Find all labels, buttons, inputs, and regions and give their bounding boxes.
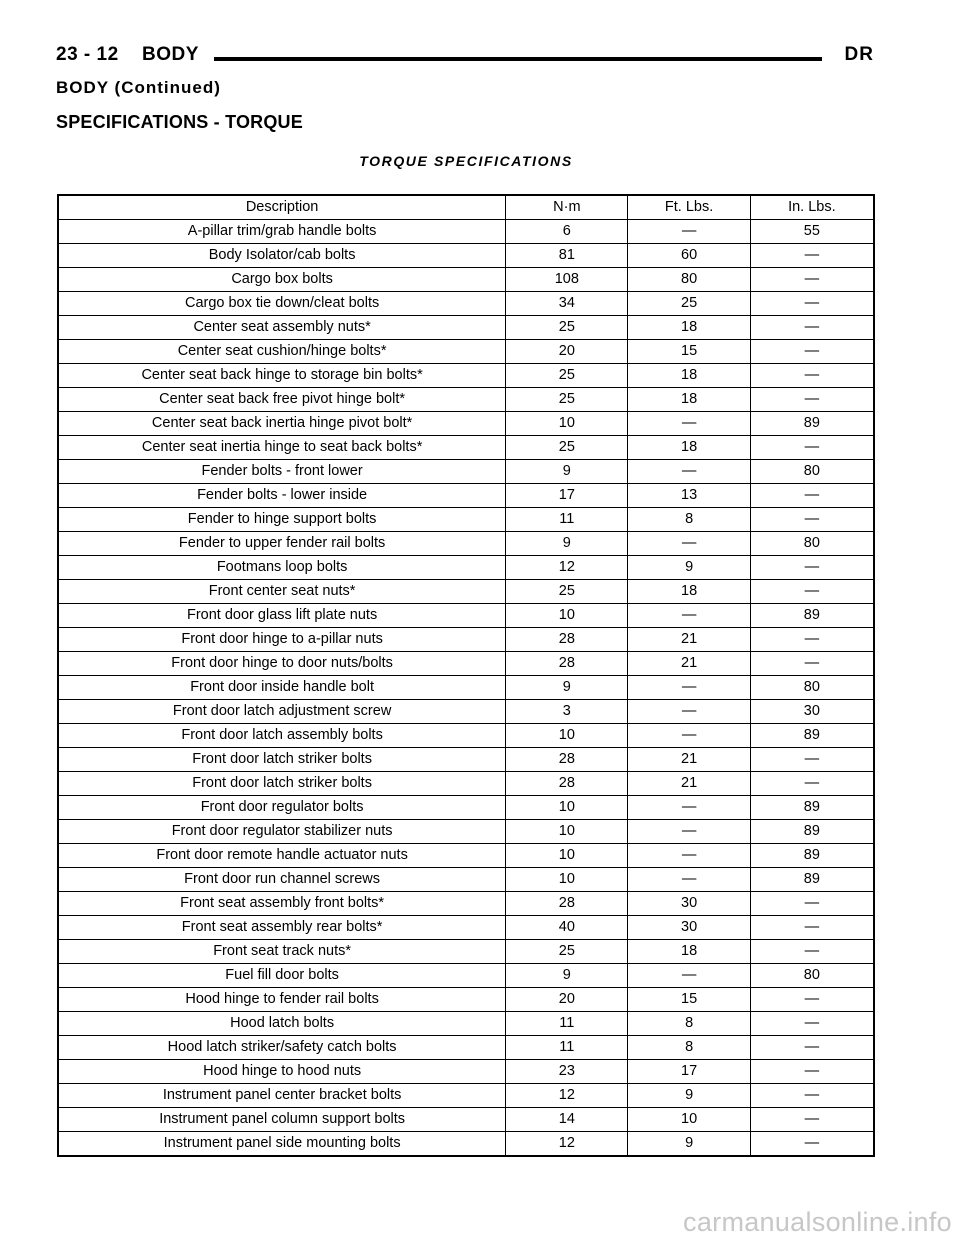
cell-nm: 11 xyxy=(506,1012,628,1036)
cell-in-lbs: 80 xyxy=(750,460,874,484)
cell-in-lbs: — xyxy=(750,292,874,316)
cell-in-lbs: — xyxy=(750,772,874,796)
spec-heading: SPECIFICATIONS - TORQUE xyxy=(56,112,303,132)
cell-description: Hood hinge to fender rail bolts xyxy=(58,988,506,1012)
cell-ft-lbs: 21 xyxy=(628,772,750,796)
cell-nm: 25 xyxy=(506,940,628,964)
continued-heading: BODY (Continued) xyxy=(56,78,221,97)
table-row xyxy=(58,820,874,844)
cell-in-lbs: — xyxy=(750,1060,874,1084)
table-row xyxy=(58,700,874,724)
cell-in-lbs: — xyxy=(750,892,874,916)
cell-in-lbs: — xyxy=(750,436,874,460)
cell-nm: 25 xyxy=(506,316,628,340)
cell-ft-lbs: 18 xyxy=(628,580,750,604)
cell-nm: 12 xyxy=(506,1084,628,1108)
table-row xyxy=(58,220,874,244)
table-row xyxy=(58,580,874,604)
cell-nm: 10 xyxy=(506,412,628,436)
cell-description: Fender bolts - front lower xyxy=(58,460,506,484)
cell-in-lbs: — xyxy=(750,484,874,508)
cell-in-lbs: — xyxy=(750,916,874,940)
cell-in-lbs: 89 xyxy=(750,820,874,844)
table-row xyxy=(58,364,874,388)
cell-in-lbs: 80 xyxy=(750,532,874,556)
cell-in-lbs: — xyxy=(750,556,874,580)
cell-in-lbs: 89 xyxy=(750,868,874,892)
cell-ft-lbs: — xyxy=(628,532,750,556)
cell-nm: 28 xyxy=(506,628,628,652)
table-row xyxy=(58,844,874,868)
cell-description: Front seat assembly front bolts* xyxy=(58,892,506,916)
cell-in-lbs: — xyxy=(750,1036,874,1060)
cell-ft-lbs: — xyxy=(628,820,750,844)
cell-ft-lbs: 25 xyxy=(628,292,750,316)
cell-description: Front door latch striker bolts xyxy=(58,748,506,772)
cell-nm: 28 xyxy=(506,652,628,676)
cell-in-lbs: — xyxy=(750,940,874,964)
cell-in-lbs: — xyxy=(750,652,874,676)
cell-nm: 12 xyxy=(506,1132,628,1157)
cell-ft-lbs: 9 xyxy=(628,1084,750,1108)
cell-in-lbs: 30 xyxy=(750,700,874,724)
cell-nm: 25 xyxy=(506,364,628,388)
cell-nm: 10 xyxy=(506,796,628,820)
table-row xyxy=(58,1132,874,1157)
cell-in-lbs: — xyxy=(750,388,874,412)
cell-ft-lbs: 8 xyxy=(628,508,750,532)
cell-ft-lbs: 13 xyxy=(628,484,750,508)
cell-description: Center seat back free pivot hinge bolt* xyxy=(58,388,506,412)
cell-nm: 10 xyxy=(506,820,628,844)
section-title: BODY xyxy=(142,44,199,65)
cell-nm: 23 xyxy=(506,1060,628,1084)
cell-ft-lbs: 8 xyxy=(628,1012,750,1036)
cell-description: Front door glass lift plate nuts xyxy=(58,604,506,628)
table-row xyxy=(58,1108,874,1132)
cell-in-lbs: — xyxy=(750,748,874,772)
cell-ft-lbs: 9 xyxy=(628,1132,750,1157)
table-row xyxy=(58,556,874,580)
torque-table xyxy=(57,194,875,1157)
cell-description: Body Isolator/cab bolts xyxy=(58,244,506,268)
cell-ft-lbs: 18 xyxy=(628,940,750,964)
cell-in-lbs: — xyxy=(750,1108,874,1132)
cell-description: Front door hinge to door nuts/bolts xyxy=(58,652,506,676)
cell-in-lbs: — xyxy=(750,988,874,1012)
cell-in-lbs: 80 xyxy=(750,964,874,988)
cell-description: Cargo box tie down/cleat bolts xyxy=(58,292,506,316)
table-row xyxy=(58,436,874,460)
table-body xyxy=(58,220,874,1157)
cell-in-lbs: 89 xyxy=(750,796,874,820)
cell-nm: 3 xyxy=(506,700,628,724)
cell-nm: 10 xyxy=(506,724,628,748)
cell-ft-lbs: 21 xyxy=(628,628,750,652)
cell-description: Fuel fill door bolts xyxy=(58,964,506,988)
table-row xyxy=(58,676,874,700)
cell-description: Front door remote handle actuator nuts xyxy=(58,844,506,868)
cell-ft-lbs: — xyxy=(628,220,750,244)
cell-ft-lbs: 15 xyxy=(628,988,750,1012)
table-row xyxy=(58,316,874,340)
column-header-description: Description xyxy=(58,195,506,220)
cell-nm: 9 xyxy=(506,964,628,988)
cell-ft-lbs: 30 xyxy=(628,916,750,940)
cell-ft-lbs: — xyxy=(628,964,750,988)
cell-nm: 6 xyxy=(506,220,628,244)
table-row xyxy=(58,244,874,268)
table-row xyxy=(58,604,874,628)
cell-nm: 10 xyxy=(506,844,628,868)
cell-nm: 34 xyxy=(506,292,628,316)
cell-description: Instrument panel side mounting bolts xyxy=(58,1132,506,1157)
cell-nm: 25 xyxy=(506,436,628,460)
table-row xyxy=(58,964,874,988)
cell-description: Center seat cushion/hinge bolts* xyxy=(58,340,506,364)
table-row xyxy=(58,460,874,484)
table-row xyxy=(58,940,874,964)
table-row xyxy=(58,916,874,940)
cell-ft-lbs: 30 xyxy=(628,892,750,916)
cell-in-lbs: — xyxy=(750,1012,874,1036)
cell-nm: 10 xyxy=(506,604,628,628)
cell-description: Cargo box bolts xyxy=(58,268,506,292)
table-row xyxy=(58,292,874,316)
cell-description: Hood latch bolts xyxy=(58,1012,506,1036)
cell-description: Instrument panel column support bolts xyxy=(58,1108,506,1132)
cell-in-lbs: — xyxy=(750,628,874,652)
cell-ft-lbs: — xyxy=(628,676,750,700)
cell-description: Front door inside handle bolt xyxy=(58,676,506,700)
cell-nm: 81 xyxy=(506,244,628,268)
cell-ft-lbs: 18 xyxy=(628,316,750,340)
cell-nm: 28 xyxy=(506,892,628,916)
cell-description: Fender to upper fender rail bolts xyxy=(58,532,506,556)
cell-description: Instrument panel center bracket bolts xyxy=(58,1084,506,1108)
cell-in-lbs: — xyxy=(750,340,874,364)
cell-description: Center seat inertia hinge to seat back bolts* xyxy=(58,436,506,460)
cell-in-lbs: — xyxy=(750,268,874,292)
cell-description: Front door latch adjustment screw xyxy=(58,700,506,724)
cell-description: Front seat track nuts* xyxy=(58,940,506,964)
page-header xyxy=(56,44,874,74)
cell-description: Front door regulator bolts xyxy=(58,796,506,820)
cell-description: Hood latch striker/safety catch bolts xyxy=(58,1036,506,1060)
cell-description: Front door run channel screws xyxy=(58,868,506,892)
column-header-nm: N·m xyxy=(506,195,628,220)
cell-ft-lbs: 9 xyxy=(628,556,750,580)
cell-nm: 9 xyxy=(506,532,628,556)
table-row xyxy=(58,772,874,796)
cell-ft-lbs: — xyxy=(628,412,750,436)
cell-nm: 12 xyxy=(506,556,628,580)
cell-description: Front center seat nuts* xyxy=(58,580,506,604)
cell-ft-lbs: 17 xyxy=(628,1060,750,1084)
header-rule xyxy=(214,57,822,61)
watermark: carmanualsonline.info xyxy=(683,1207,952,1237)
cell-in-lbs: 80 xyxy=(750,676,874,700)
cell-ft-lbs: 21 xyxy=(628,652,750,676)
cell-in-lbs: — xyxy=(750,508,874,532)
cell-nm: 20 xyxy=(506,340,628,364)
cell-ft-lbs: 18 xyxy=(628,364,750,388)
cell-in-lbs: — xyxy=(750,244,874,268)
table-row xyxy=(58,388,874,412)
cell-ft-lbs: 21 xyxy=(628,748,750,772)
table-row xyxy=(58,748,874,772)
cell-ft-lbs: — xyxy=(628,460,750,484)
table-row xyxy=(58,628,874,652)
cell-ft-lbs: 10 xyxy=(628,1108,750,1132)
cell-nm: 10 xyxy=(506,868,628,892)
cell-in-lbs: — xyxy=(750,1084,874,1108)
cell-nm: 20 xyxy=(506,988,628,1012)
cell-ft-lbs: 18 xyxy=(628,436,750,460)
cell-nm: 25 xyxy=(506,388,628,412)
cell-description: Front door latch striker bolts xyxy=(58,772,506,796)
cell-nm: 40 xyxy=(506,916,628,940)
page-number: 23 - 12 xyxy=(56,44,119,65)
cell-nm: 28 xyxy=(506,772,628,796)
table-row xyxy=(58,532,874,556)
cell-nm: 14 xyxy=(506,1108,628,1132)
cell-description: Footmans loop bolts xyxy=(58,556,506,580)
cell-nm: 9 xyxy=(506,676,628,700)
table-row xyxy=(58,1060,874,1084)
cell-description: Hood hinge to hood nuts xyxy=(58,1060,506,1084)
table-row xyxy=(58,412,874,436)
cell-nm: 11 xyxy=(506,508,628,532)
cell-description: Front door latch assembly bolts xyxy=(58,724,506,748)
cell-ft-lbs: — xyxy=(628,700,750,724)
cell-description: A-pillar trim/grab handle bolts xyxy=(58,220,506,244)
table-row xyxy=(58,892,874,916)
table-caption: TORQUE SPECIFICATIONS xyxy=(359,153,573,169)
cell-description: Fender bolts - lower inside xyxy=(58,484,506,508)
table-row xyxy=(58,724,874,748)
table-row xyxy=(58,652,874,676)
cell-nm: 108 xyxy=(506,268,628,292)
table-row xyxy=(58,508,874,532)
cell-in-lbs: 89 xyxy=(750,724,874,748)
table-row xyxy=(58,1084,874,1108)
cell-description: Center seat back hinge to storage bin bolts* xyxy=(58,364,506,388)
cell-in-lbs: — xyxy=(750,364,874,388)
cell-nm: 25 xyxy=(506,580,628,604)
cell-ft-lbs: 18 xyxy=(628,388,750,412)
table-row xyxy=(58,796,874,820)
cell-description: Front seat assembly rear bolts* xyxy=(58,916,506,940)
column-header-ft-lbs: Ft. Lbs. xyxy=(628,195,750,220)
table-row xyxy=(58,484,874,508)
cell-ft-lbs: — xyxy=(628,724,750,748)
cell-ft-lbs: 15 xyxy=(628,340,750,364)
cell-ft-lbs: 80 xyxy=(628,268,750,292)
cell-ft-lbs: 8 xyxy=(628,1036,750,1060)
cell-in-lbs: — xyxy=(750,580,874,604)
cell-in-lbs: 89 xyxy=(750,604,874,628)
cell-description: Center seat assembly nuts* xyxy=(58,316,506,340)
cell-nm: 28 xyxy=(506,748,628,772)
table-row xyxy=(58,868,874,892)
column-header-in-lbs: In. Lbs. xyxy=(750,195,874,220)
cell-nm: 11 xyxy=(506,1036,628,1060)
cell-ft-lbs: — xyxy=(628,604,750,628)
cell-description: Center seat back inertia hinge pivot bolt* xyxy=(58,412,506,436)
cell-description: Front door regulator stabilizer nuts xyxy=(58,820,506,844)
table-row xyxy=(58,268,874,292)
table-row xyxy=(58,340,874,364)
cell-ft-lbs: — xyxy=(628,868,750,892)
cell-in-lbs: 89 xyxy=(750,844,874,868)
cell-in-lbs: 55 xyxy=(750,220,874,244)
cell-nm: 9 xyxy=(506,460,628,484)
cell-in-lbs: — xyxy=(750,1132,874,1157)
cell-ft-lbs: 60 xyxy=(628,244,750,268)
table-row xyxy=(58,1036,874,1060)
cell-in-lbs: — xyxy=(750,316,874,340)
model-code: DR xyxy=(844,44,874,65)
table-row xyxy=(58,1012,874,1036)
table-header-row xyxy=(58,195,874,220)
cell-ft-lbs: — xyxy=(628,844,750,868)
cell-nm: 17 xyxy=(506,484,628,508)
table-row xyxy=(58,988,874,1012)
cell-in-lbs: 89 xyxy=(750,412,874,436)
cell-ft-lbs: — xyxy=(628,796,750,820)
cell-description: Fender to hinge support bolts xyxy=(58,508,506,532)
cell-description: Front door hinge to a-pillar nuts xyxy=(58,628,506,652)
